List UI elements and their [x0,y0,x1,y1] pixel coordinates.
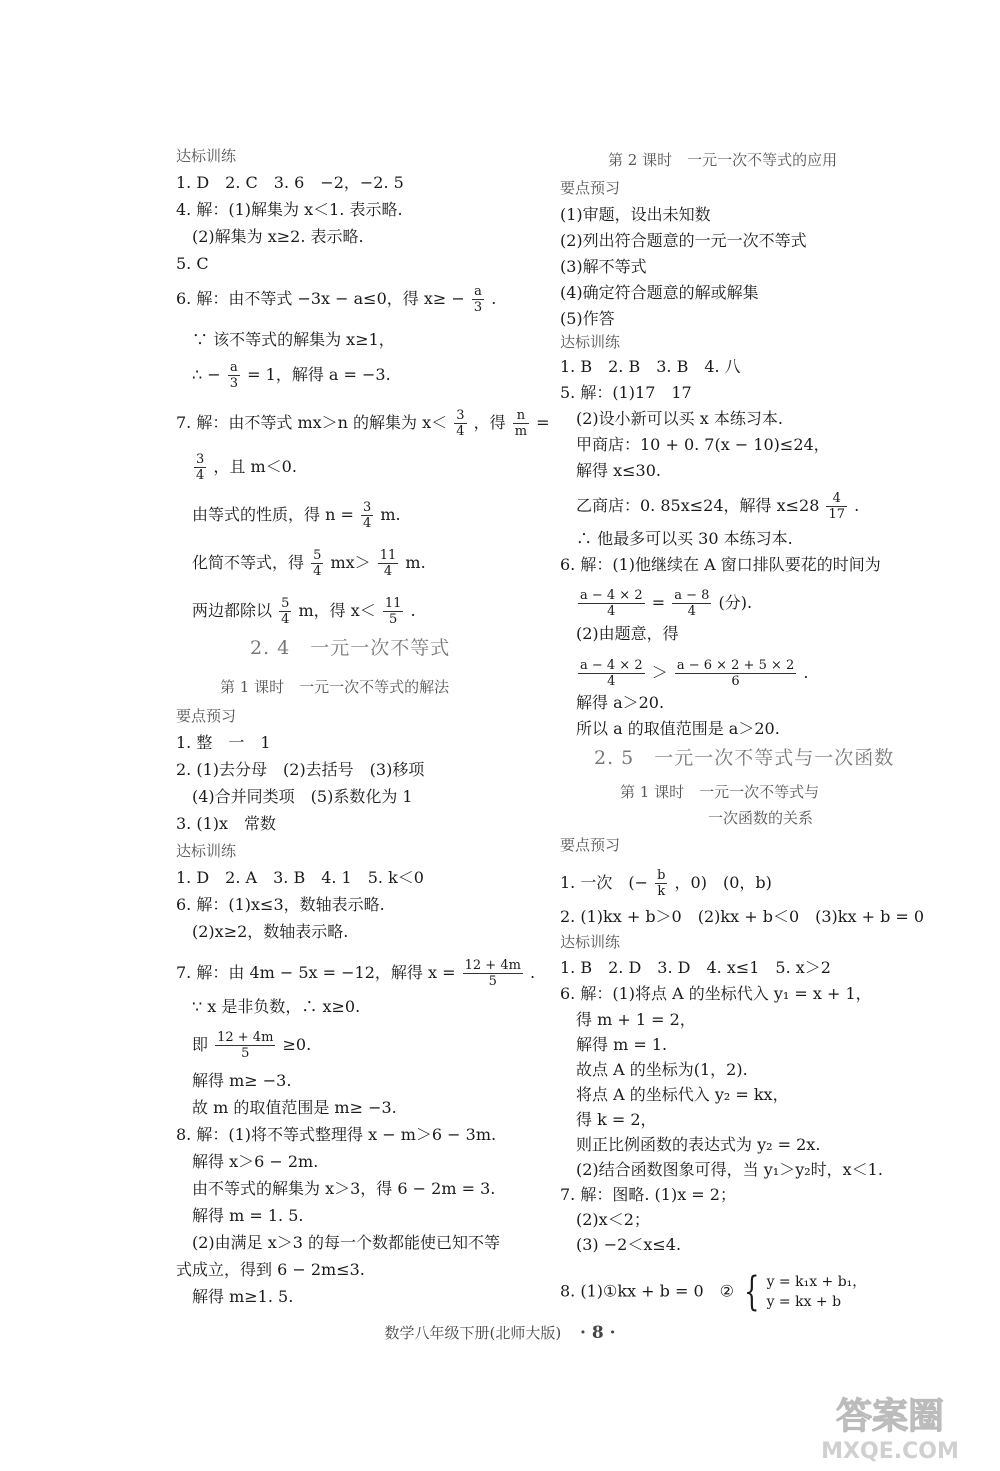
answer-line: 1. D 2. C 3. 6 −2，−2. 5 [176,173,404,192]
lesson-title-3: 第 1 课时 一元一次不等式与 [620,783,820,801]
equation-system: { y = k₁x + b₁， y = kx + b [744,1269,867,1315]
answer-line: (4)合并同类项 (5)系数化为 1 [192,787,413,806]
answer-line: (2)设小新可以买 x 本练习本. [576,409,783,428]
answer-line: (2)由满足 x＞3 的每一个数都能使已知不等 [192,1233,501,1252]
answer-line: 7. 解：由 4m − 5x = −12，解得 x = $\frac{12 + 4m}{5}$ . [176,958,536,989]
answer-line: 2. (1)去分母 (2)去括号 (3)移项 [176,760,425,779]
fraction: $\frac{3}{4}$ [196,452,205,483]
answer-line: $\frac{a - 4 \times 2}{4}$ = $\frac{a - 8}{4}$ (分). [580,588,753,619]
section-title-2-4: 2. 4 一元一次不等式 [250,637,451,659]
fraction: $\frac{5}{4}$ [313,548,322,579]
fraction: $\frac{12 + 4m}{5}$ [217,1030,274,1061]
fraction: $\frac{11}{5}$ [384,596,402,627]
answer-line: 两边都除以 $\frac{5}{4}$ m，得 x＜ $\frac{11}{5}$ . [192,596,416,627]
answer-line: 甲商店：10 + 0. 7(x − 10)≤24， [576,435,830,454]
answer-line: 即 $\frac{12 + 4m}{5}$ ≥0. [192,1030,312,1061]
answer-line: 5. C [176,254,209,273]
answer-line: (2)列出符合题意的一元一次不等式 [560,231,807,250]
page-footer [0,1322,1000,1343]
answer-line: 4. 解：(1)解集为 x＜1. 表示略. [176,200,403,219]
answer-line: 6. 解：(1)将点 A 的坐标代入 y₁ = x + 1， [560,984,872,1003]
section-heading-practice: 达标训练 [176,842,237,860]
fraction: $\frac{11}{4}$ [379,548,397,579]
section-title-2-5: 2. 5 一元一次不等式与一次函数 [594,747,895,769]
answer-line: 8. 解：(1)将不等式整理得 x − m＞6 − 3m. [176,1125,497,1144]
answer-line: 得 m + 1 = 2， [576,1010,696,1029]
answer-line: 则正比例函数的表达式为 y₂ = 2x. [576,1135,821,1154]
fraction: $\frac{12 + 4m}{5}$ [464,958,521,989]
answer-line: $\frac{a - 4 \times 2}{4}$ ＞ $\frac{a - 6 \times 2 + 5 \times 2}{6}$ . [580,658,809,689]
answer-line: (3)解不等式 [560,257,647,276]
answer-line: ∴ − $\frac{a}{3}$ = 1，解得 a = −3. [192,360,391,391]
answer-line: 解得 x＞6 − 2m. [192,1152,319,1171]
answer-line: 6. 解：由不等式 −3x − a≤0，得 x≥ − $\frac{a}{3}$ . [176,284,497,315]
answer-line: 1. B 2. D 3. D 4. x≤1 5. x＞2 [560,958,831,977]
fraction: $\frac{a}{3}$ [473,284,483,315]
section-heading-practice: 达标训练 [560,933,621,951]
answer-line: 式成立，得到 6 − 2m≤3. [176,1260,365,1279]
answer-line: (4)确定符合题意的解或解集 [560,283,759,302]
svg-text:答案圈: 答案圈 [835,1396,945,1437]
answer-line: 由等式的性质，得 n = $\frac{3}{4}$ m. [192,500,401,531]
fraction: $\frac{a - 6 \times 2 + 5 \times 2}{6}$ [676,658,795,689]
answer-line: 化简不等式，得 $\frac{5}{4}$ mx＞ $\frac{11}{4}$ m. [192,548,426,579]
answer-line: 解得 a＞20. [576,693,665,712]
answer-line: (5)作答 [560,309,615,328]
answer-line: ∴ 他最多可以买 30 本练习本. [576,529,793,548]
answer-line: (3) −2＜x≤4. [576,1235,682,1254]
section-heading-practice: 达标训练 [176,147,237,165]
answer-line: 解得 m≥1. 5. [192,1287,294,1306]
fraction: $\frac{n}{m}$ [514,408,528,439]
answer-line: 故点 A 的坐标为(1，2). [576,1060,748,1079]
answer-line: (2)由题意，得 [576,624,679,643]
fraction: $\frac{3}{4}$ [362,500,372,531]
fraction: $\frac{a - 4 \times 2}{4}$ [580,658,643,689]
svg-text:MXQE.COM: MXQE.COM [821,1439,959,1464]
answer-line: 6. 解：(1)x≤3，数轴表示略. [176,895,385,914]
answer-line: 7. 解：由不等式 mx＞n 的解集为 x＜ $\frac{3}{4}$ ，得 $\frac{n}{m}$ = [176,408,550,439]
answer-line: 1. 一次 (− $\frac{b}{k}$ ，0) (0，b) [560,868,772,899]
fraction: $\frac{4}{17}$ [828,491,846,522]
fraction: $\frac{a - 8}{4}$ [674,588,710,619]
answer-line: 1. D 2. A 3. B 4. 1 5. k＜0 [176,868,424,887]
answer-line: 解得 m = 1. 5. [192,1206,304,1225]
answer-line: (1)审题，设出未知数 [560,205,711,224]
answer-line: 将点 A 的坐标代入 y₂ = kx， [576,1085,789,1104]
answer-line: ∵ 该不等式的解集为 x≥1， [192,330,395,349]
answer-line: $\frac{3}{4}$ ，且 m＜0. [196,452,297,483]
section-heading-preview: 要点预习 [560,836,621,854]
fraction: $\frac{a}{3}$ [229,360,239,391]
answer-line: (2)解集为 x≥2. 表示略. [192,227,364,246]
answer-line: 解得 m = 1. [576,1035,668,1054]
answer-line: (2)结合函数图象可得，当 y₁＞y₂时，x＜1. [576,1160,883,1179]
section-heading-preview: 要点预习 [560,179,621,197]
lesson-title-2: 第 2 课时 一元一次不等式的应用 [608,151,838,169]
answer-line: 2. (1)kx + b＞0 (2)kx + b＜0 (3)kx + b = 0 [560,907,925,926]
answer-line: 3. (1)x 常数 [176,814,277,833]
fraction: $\frac{b}{k}$ [657,868,666,899]
left-brace: { [744,1269,760,1315]
answer-line: 由不等式的解集为 x＞3，得 6 − 2m = 3. [192,1179,496,1198]
answer-line: 得 k = 2， [576,1110,657,1129]
fraction: $\frac{a - 4 \times 2}{4}$ [580,588,643,619]
answer-line: 乙商店：0. 85x≤24，解得 x≤28 $\frac{4}{17}$ . [576,491,860,522]
answer-line: 6. 解：(1)他继续在 A 窗口排队要花的时间为 [560,555,881,574]
answer-line: 7. 解：图略. (1)x = 2； [560,1185,736,1204]
watermark-logo [790,1388,990,1464]
book-title: 数学八年级下册(北师大版) [384,1324,562,1342]
page-number: · 8 · [579,1323,616,1343]
fraction: $\frac{5}{4}$ [281,596,290,627]
answer-line: 5. 解：(1)17 17 [560,383,692,402]
answer-line: 1. 整 一 1 [176,733,271,752]
section-heading-practice: 达标训练 [560,333,621,351]
answer-line: 解得 x≤30. [576,461,661,480]
answer-line: 8. (1)①kx + b = 0 ② { y = k₁x + b₁， y = kx + b [560,1269,867,1315]
lesson-title-3-continued: 一次函数的关系 [708,809,814,827]
fraction: $\frac{3}{4}$ [456,408,465,439]
answer-line: 故 m 的取值范围是 m≥ −3. [192,1098,397,1117]
lesson-title-1: 第 1 课时 一元一次不等式的解法 [220,678,450,696]
section-heading-preview: 要点预习 [176,707,237,725]
answer-line: (2)x＜2； [576,1210,650,1229]
answer-line: (2)x≥2，数轴表示略. [192,922,349,941]
answer-line: 所以 a 的取值范围是 a＞20. [576,719,780,738]
answer-line: 1. B 2. B 3. B 4. 八 [560,357,741,376]
answer-line: 解得 m≥ −3. [192,1071,292,1090]
answer-line: ∵ x 是非负数，∴ x≥0. [192,997,361,1016]
